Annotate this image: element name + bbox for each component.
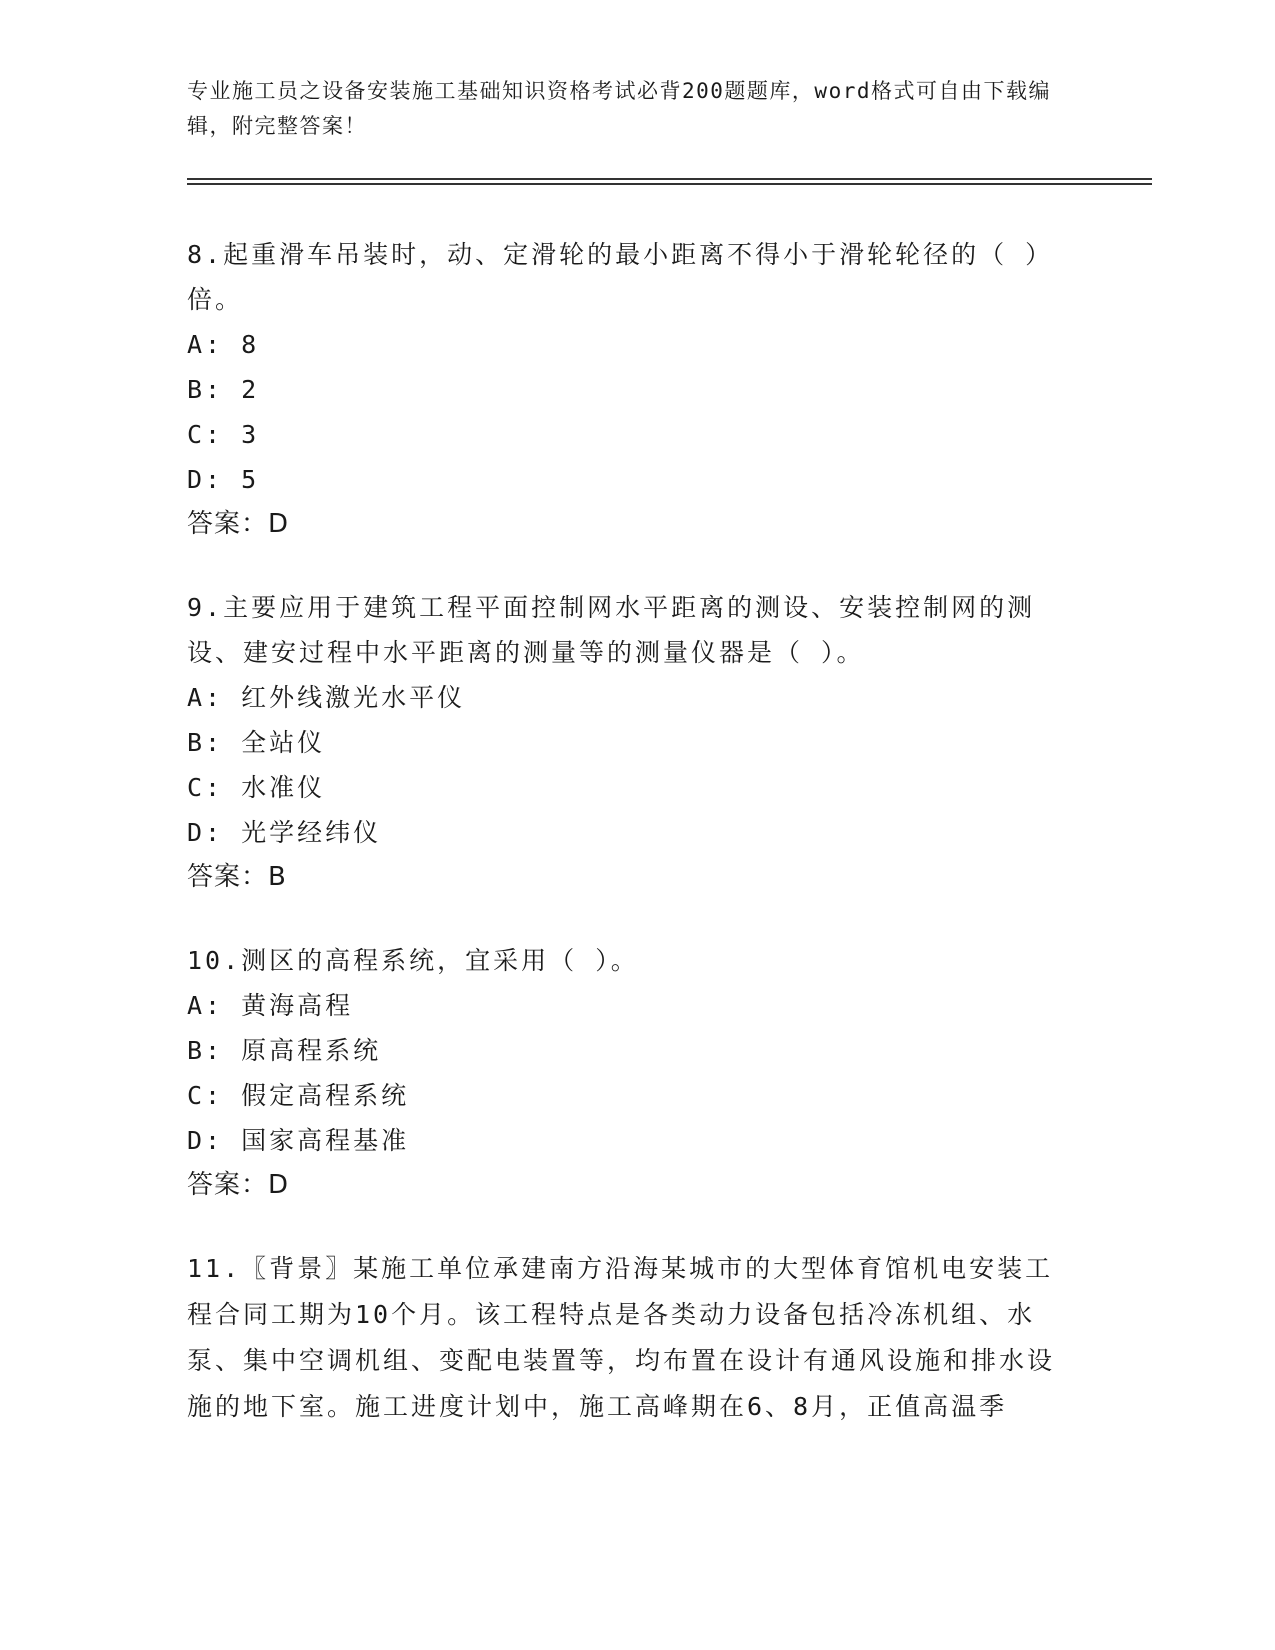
question-stem: 8.起重滑车吊装时，动、定滑轮的最小距离不得小于滑轮轮径的（ ）倍。	[187, 240, 1054, 314]
question-stem: 10.测区的高程系统，宜采用（ ）。	[187, 946, 639, 975]
option-d: D: 5	[187, 465, 260, 494]
option-b: B: 原高程系统	[187, 1036, 382, 1065]
question-list	[187, 232, 1067, 1468]
option-a: A: 红外线激光水平仪	[187, 683, 466, 712]
question-stem: 11.〖背景〗某施工单位承建南方沿海某城市的大型体育馆机电安装工程合同工期为10个月。该工程特点是各类动力设备包括冷冻机组、水泵、集中空调机组、变配电装置等，均布置在设计有通风设施和排水设施的地下室。施工进度计划中，施工高峰期在6、8月，正值高温季	[187, 1254, 1056, 1421]
option-b: B: 全站仪	[187, 728, 326, 757]
question-item	[187, 232, 1067, 547]
option-a: A: 黄海高程	[187, 991, 354, 1020]
header-divider	[187, 178, 1152, 180]
question-item	[187, 938, 1067, 1208]
option-c: C: 3	[187, 420, 260, 449]
question-item	[187, 1246, 1067, 1430]
question-stem: 9.主要应用于建筑工程平面控制网水平距离的测设、安装控制网的测设、建安过程中水平距离的测量等的测量仪器是（ ）。	[187, 593, 1036, 667]
option-d: D: 国家高程基准	[187, 1126, 410, 1155]
answer-line: 答案：D	[187, 1170, 290, 1200]
answer-line: 答案：D	[187, 509, 290, 539]
option-a: A: 8	[187, 330, 260, 359]
option-c: C: 假定高程系统	[187, 1081, 410, 1110]
document-header: 专业施工员之设备安装施工基础知识资格考试必背200题题库，word格式可自由下载编辑，附完整答案！	[187, 79, 1051, 138]
answer-line: 答案：B	[187, 862, 287, 892]
option-c: C: 水准仪	[187, 773, 326, 802]
option-d: D: 光学经纬仪	[187, 818, 382, 847]
option-b: B: 2	[187, 375, 260, 404]
header-divider	[187, 183, 1152, 185]
question-item	[187, 585, 1067, 900]
